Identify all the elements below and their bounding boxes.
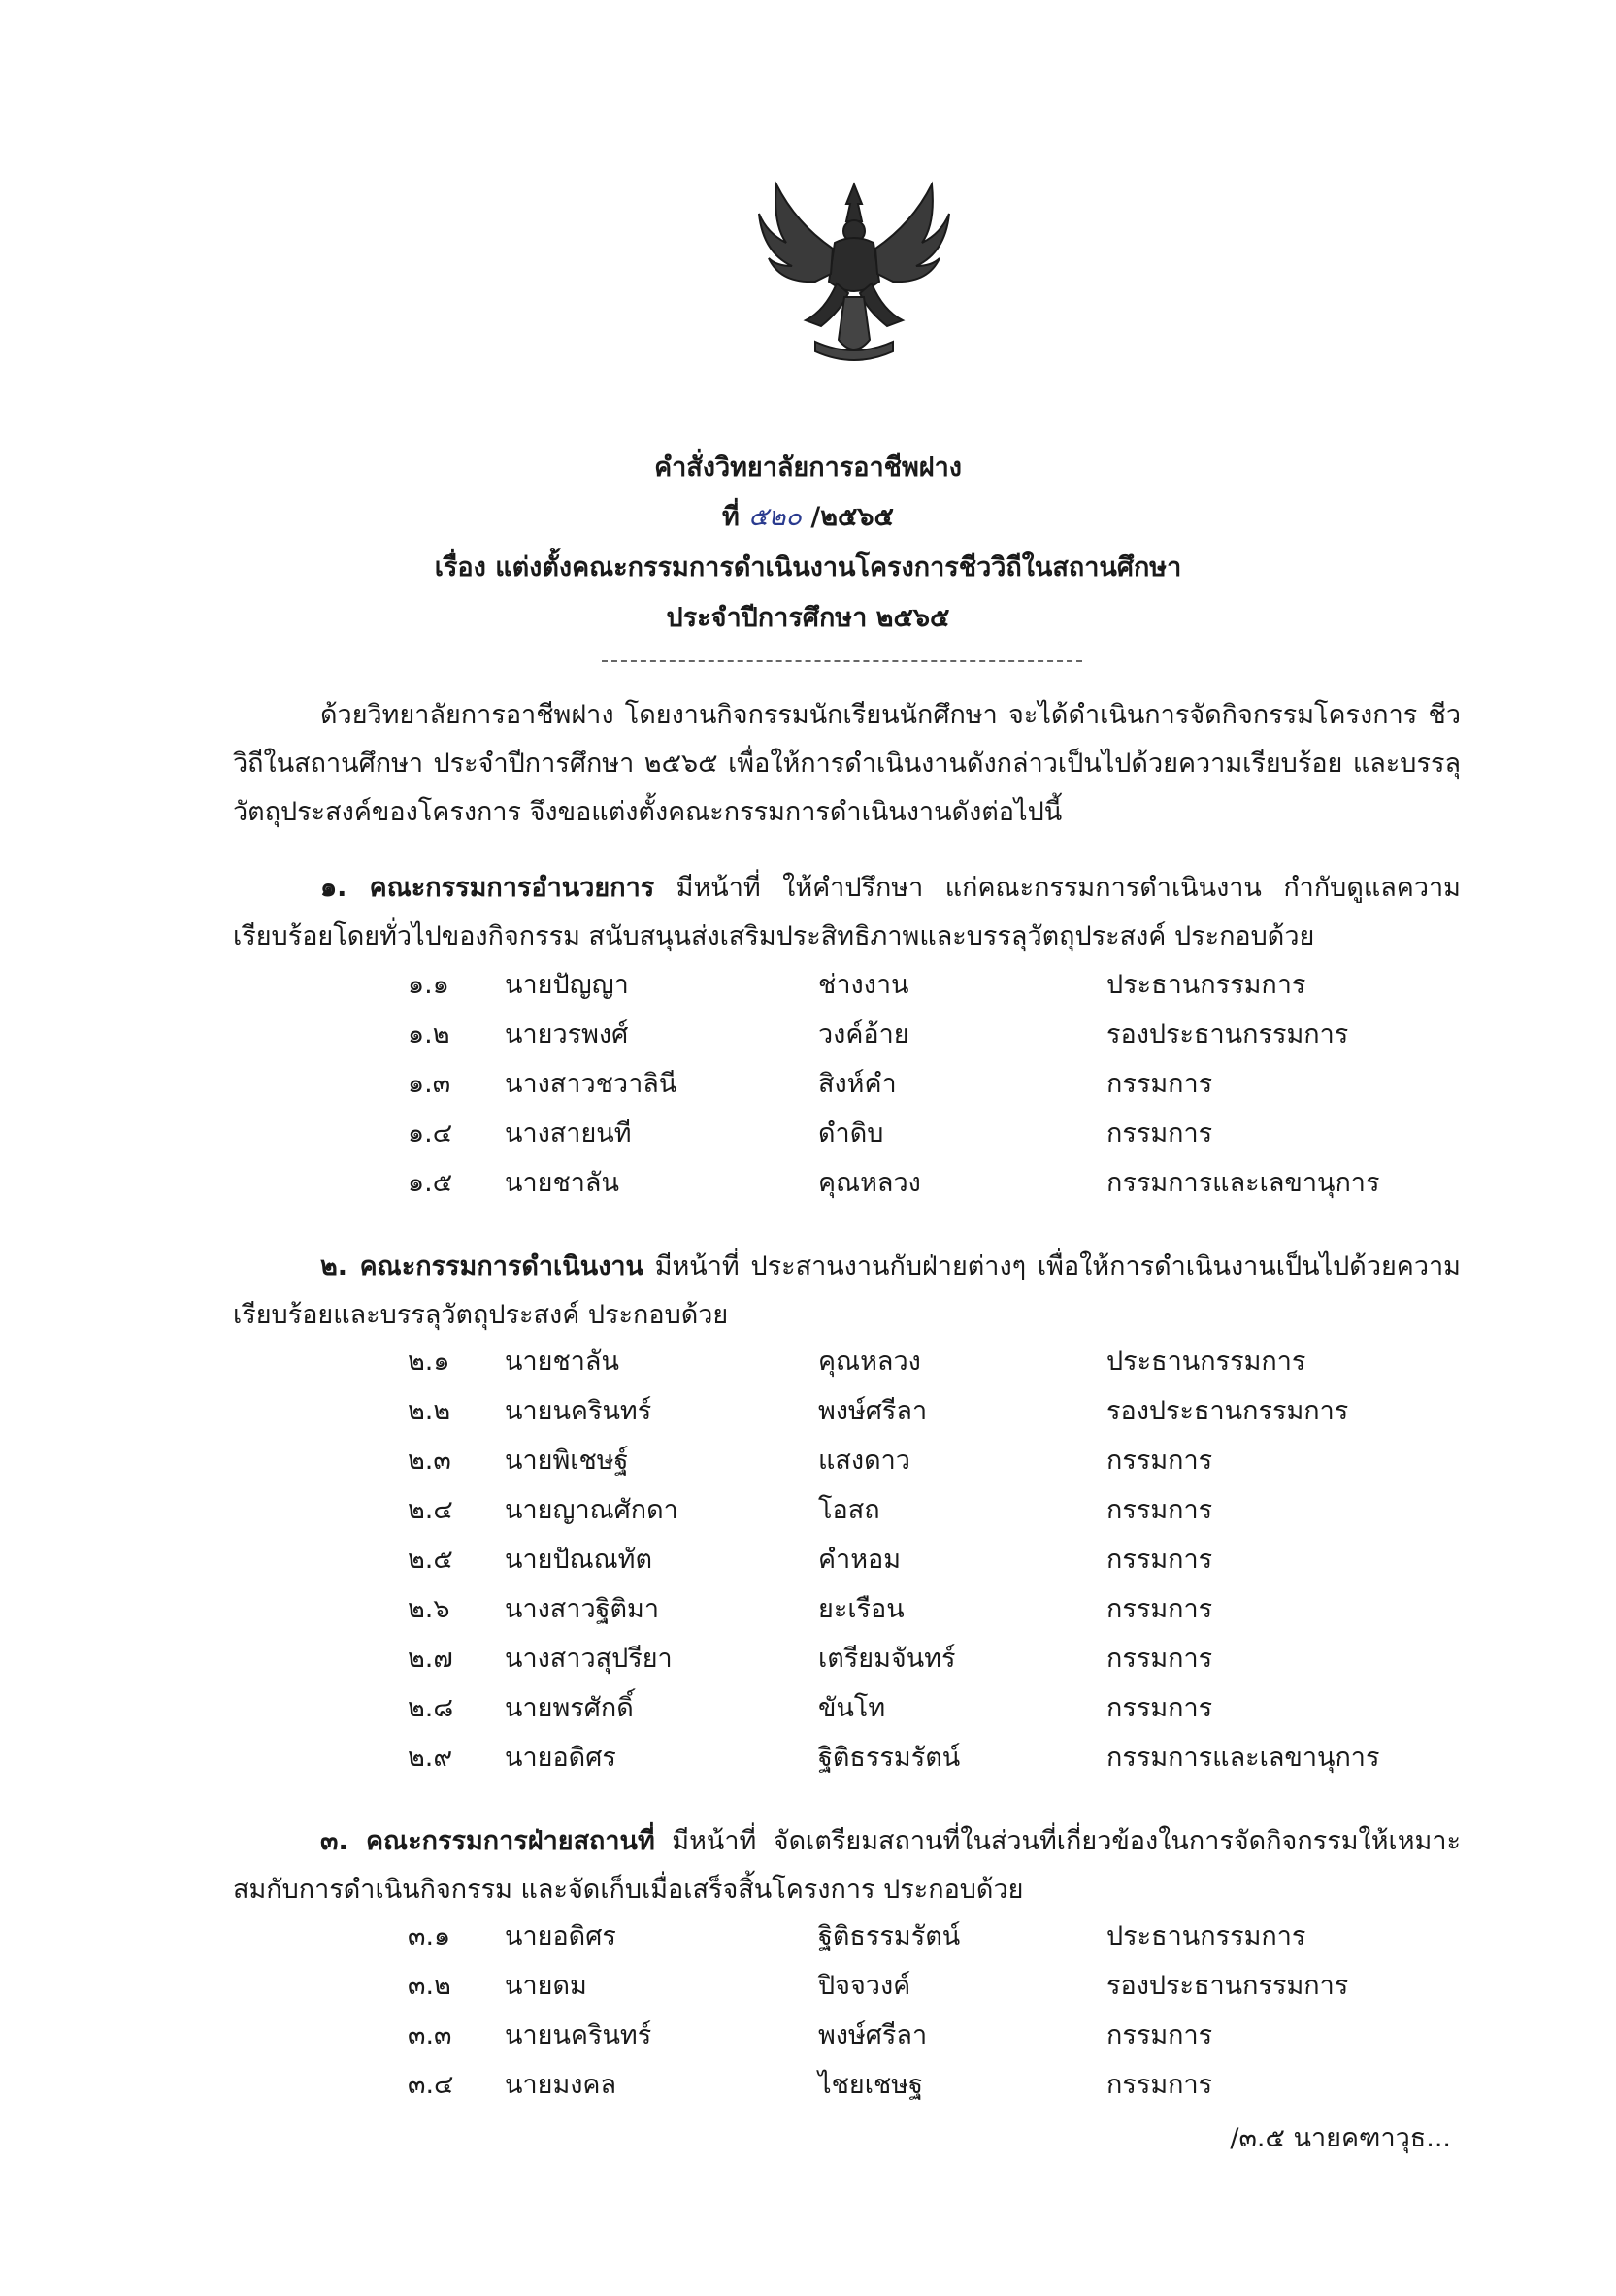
table-row: ๓.๔ นายมงคล ไชยเชษฐ กรรมการ <box>408 2070 1213 2100</box>
table-row: ๓.๒ นายดม ปิจจวงค์ รองประธานกรรมการ <box>408 1971 1349 2001</box>
intro-paragraph <box>233 691 1461 837</box>
section-2-heading <box>233 1243 1461 1340</box>
garuda-emblem-icon <box>747 165 961 369</box>
section-2-title: ๒. คณะกรรมการดำเนินงาน <box>320 1251 643 1281</box>
academic-year: ประจำปีการศึกษา ๒๕๖๕ <box>666 603 950 633</box>
table-row: ๒.๒ นายนครินทร์ พงษ์ศรีลา รองประธานกรรมการ <box>408 1396 1349 1426</box>
table-row: ๒.๑ นายชาลัน คุณหลวง ประธานกรรมการ <box>408 1347 1306 1377</box>
header-divider <box>602 660 1082 662</box>
section-1-title: ๑. คณะกรรมการอำนวยการ <box>320 873 655 903</box>
section-1-heading <box>233 864 1461 961</box>
table-row: ๑.๕ นายชาลัน คุณหลวง กรรมการและเลขานุการ <box>408 1168 1380 1198</box>
order-title: คำสั่งวิทยาลัยการอาชีพฝาง <box>654 452 962 482</box>
section-1-desc: มีหน้าที่ ให้คำปรึกษา แก่คณะกรรมการดำเนินงาน กำกับดูแลความเรียบร้อยโดยทั่วไปของกิจกรรม สนับสนุนส่งเสริมประสิทธิภาพและบรรลุวัตถุประสงค์ ประกอบด้วย <box>233 873 1461 951</box>
section-3-heading <box>233 1817 1461 1914</box>
continuation-marker: /๓.๕ นายคฑาวุธ... <box>1230 2123 1451 2153</box>
table-row: ๑.๓ นางสาวชวาลินี สิงห์คำ กรรมการ <box>408 1069 1213 1099</box>
order-year: /๒๕๖๕ <box>810 502 894 532</box>
table-row: ๒.๓ นายพิเชษฐ์ แสงดาว กรรมการ <box>408 1446 1213 1476</box>
order-number: ๕๒๐ <box>748 502 802 532</box>
intro-text: ด้วยวิทยาลัยการอาชีพฝาง โดยงานกิจกรรมนักเรียนนักศึกษา จะได้ดำเนินการจัดกิจกรรมโครงการ ชีววิถีในสถานศึกษา ประจำปีการศึกษา ๒๕๖๕ เพื่อให้การดำเนินงานดังกล่าวเป็นไปด้วยความเรียบร้อย และบรรลุวัตถุประสงค์ของโครงการ จึงขอแต่งตั้งคณะกรรมการดำเนินงานดังต่อไปนี้ <box>233 700 1461 827</box>
table-row: ๑.๔ นางสายนที ดำดิบ กรรมการ <box>408 1118 1213 1148</box>
table-row: ๑.๒ นายวรพงศ์ วงค์อ้าย รองประธานกรรมการ <box>408 1019 1349 1049</box>
table-row: ๒.๘ นายพรศักดิ์ ขันโท กรรมการ <box>408 1693 1213 1723</box>
table-row: ๒.๖ นางสาวฐิติมา ยะเรือน กรรมการ <box>408 1594 1213 1624</box>
section-3-desc: มีหน้าที่ จัดเตรียมสถานที่ในส่วนที่เกี่ยวข้องในการจัดกิจกรรมให้เหมาะสมกับการดำเนินกิจกรรม และจัดเก็บเมื่อเสร็จสิ้นโครงการ ประกอบด้วย <box>233 1826 1461 1905</box>
table-row: ๒.๙ นายอดิศร ฐิติธรรมรัตน์ กรรมการและเลขานุการ <box>408 1743 1380 1773</box>
table-row: ๓.๑ นายอดิศร ฐิติธรรมรัตน์ ประธานกรรมการ <box>408 1921 1306 1951</box>
table-row: ๒.๔ นายญาณศักดา โอสถ กรรมการ <box>408 1495 1213 1525</box>
table-row: ๒.๗ นางสาวสุปรียา เตรียมจันทร์ กรรมการ <box>408 1644 1213 1674</box>
order-prefix: ที่ <box>721 502 740 532</box>
order-number-line <box>0 498 1616 537</box>
section-3-title: ๓. คณะกรรมการฝ่ายสถานที่ <box>320 1826 655 1856</box>
table-row: ๓.๓ นายนครินทร์ พงษ์ศรีลา กรรมการ <box>408 2020 1213 2050</box>
table-row: ๑.๑ นายปัญญา ช่างงาน ประธานกรรมการ <box>408 970 1306 1000</box>
section-2-desc: มีหน้าที่ ประสานงานกับฝ่ายต่างๆ เพื่อให้การดำเนินงานเป็นไปด้วยความเรียบร้อยและบรรลุวัตถุประสงค์ ประกอบด้วย <box>233 1251 1461 1330</box>
order-subject: เรื่อง แต่งตั้งคณะกรรมการดำเนินงานโครงการชีววิถีในสถานศึกษา <box>434 552 1182 582</box>
table-row: ๒.๕ นายปัณณทัต คำหอม กรรมการ <box>408 1545 1213 1575</box>
